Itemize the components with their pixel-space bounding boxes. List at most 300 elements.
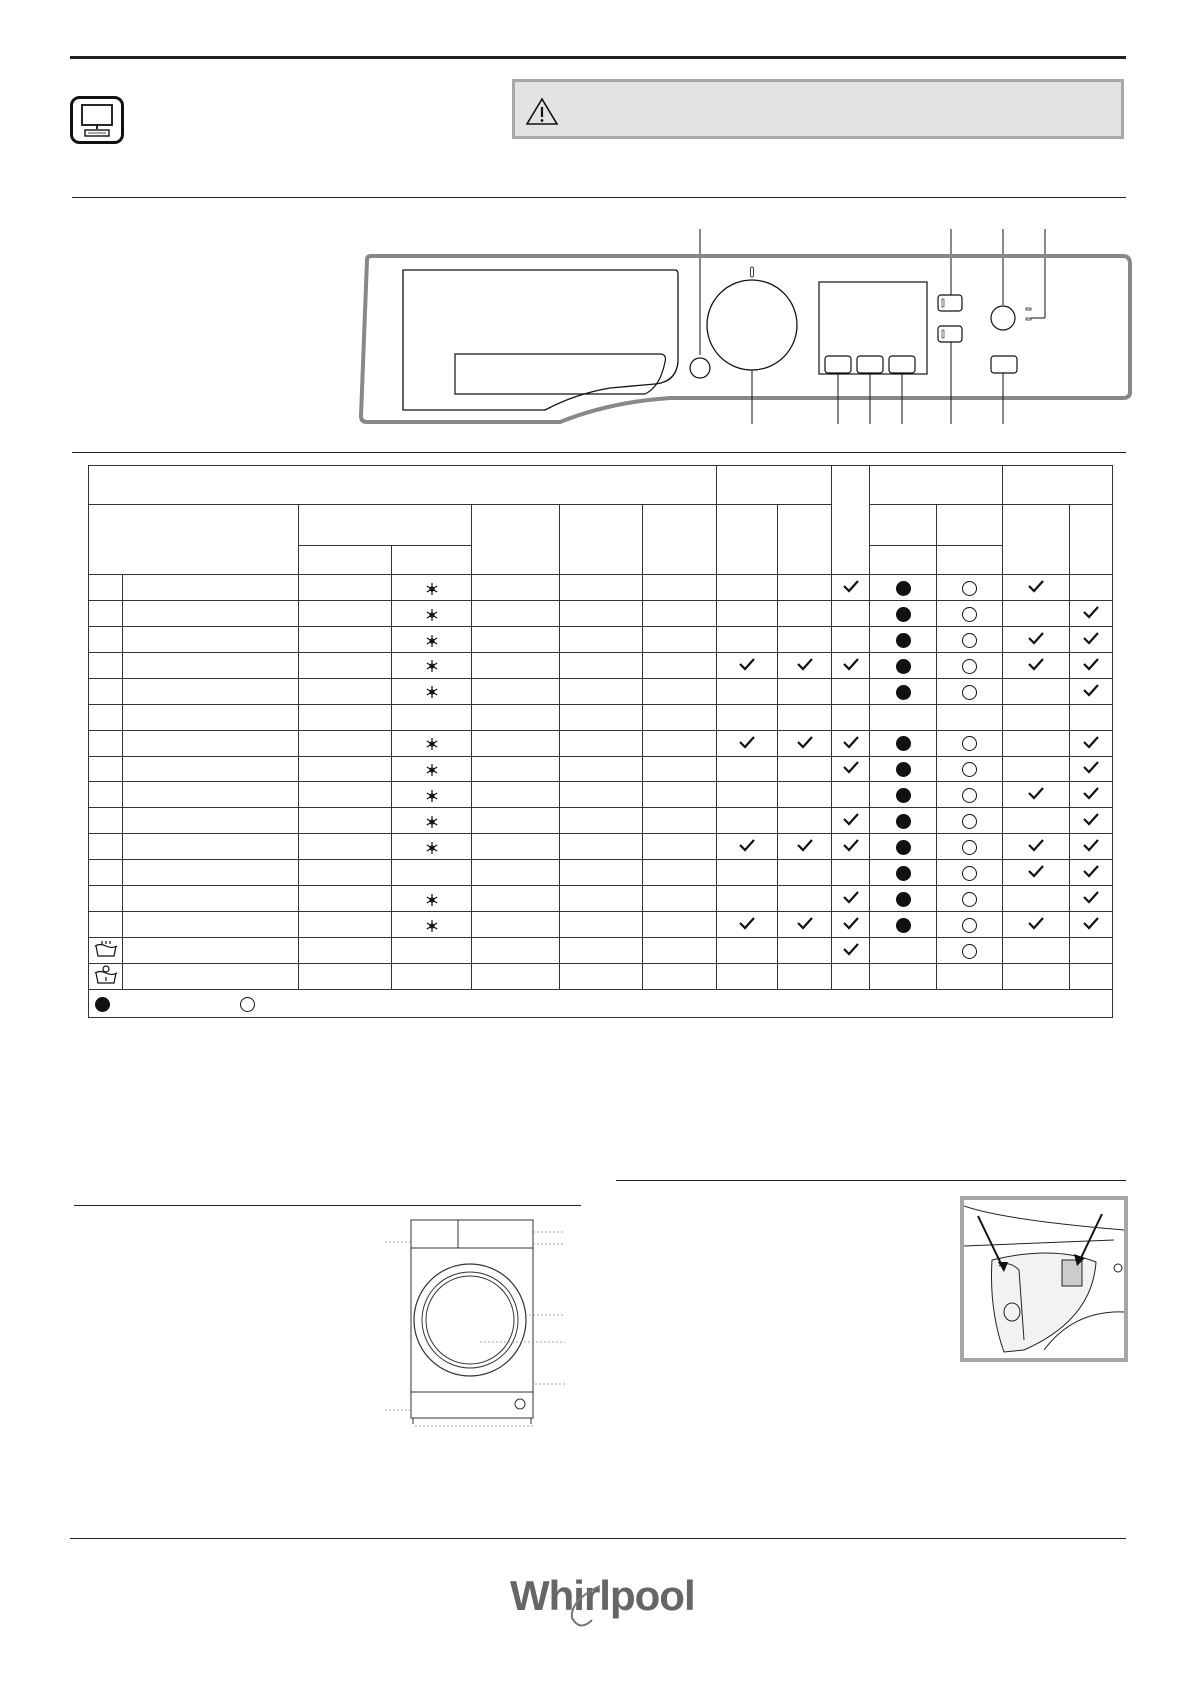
table-cell xyxy=(392,704,472,730)
table-row xyxy=(89,575,1113,601)
table-cell xyxy=(472,626,560,652)
check-icon xyxy=(842,580,860,596)
table-cell xyxy=(778,601,832,627)
table-cell xyxy=(123,575,299,601)
table-cell xyxy=(643,626,717,652)
table-cell xyxy=(937,886,1003,912)
check-icon xyxy=(842,658,860,674)
table-cell xyxy=(1070,704,1113,730)
table-cell xyxy=(123,860,299,886)
table-cell xyxy=(560,937,643,963)
table-cell xyxy=(717,652,778,678)
table-row xyxy=(89,808,1113,834)
table-cell xyxy=(870,782,937,808)
table-cell xyxy=(1070,912,1113,938)
table-cell xyxy=(717,730,778,756)
cold-wash-icon xyxy=(425,787,439,803)
table-cell xyxy=(472,886,560,912)
table-cell xyxy=(643,652,717,678)
check-icon xyxy=(842,943,860,959)
table-cell xyxy=(89,704,123,730)
table-cell xyxy=(717,963,778,989)
table-row xyxy=(89,678,1113,704)
table-cell xyxy=(832,601,870,627)
table-cell xyxy=(832,575,870,601)
table-header-cell xyxy=(1070,504,1113,574)
program-table-body xyxy=(89,466,1113,1018)
table-cell xyxy=(472,937,560,963)
table-cell xyxy=(643,860,717,886)
table-cell xyxy=(870,601,937,627)
table-cell xyxy=(832,808,870,834)
table-cell xyxy=(937,912,1003,938)
table-cell xyxy=(778,834,832,860)
table-header-cell xyxy=(89,504,299,574)
table-cell xyxy=(937,704,1003,730)
check-icon xyxy=(1027,865,1045,881)
table-cell xyxy=(560,704,643,730)
check-icon xyxy=(1027,917,1045,933)
table-cell xyxy=(89,963,123,989)
table-cell xyxy=(472,912,560,938)
table-cell xyxy=(299,834,392,860)
table-cell xyxy=(832,834,870,860)
table-cell xyxy=(392,782,472,808)
table-cell xyxy=(832,652,870,678)
table-cell xyxy=(89,626,123,652)
table-cell xyxy=(778,912,832,938)
cold-wash-icon xyxy=(425,916,439,932)
table-cell xyxy=(472,808,560,834)
table-cell xyxy=(643,678,717,704)
table-cell xyxy=(937,601,1003,627)
cold-wash-icon xyxy=(425,631,439,647)
table-cell xyxy=(560,886,643,912)
filled-dot-icon xyxy=(896,788,911,803)
cold-wash-icon xyxy=(425,683,439,699)
check-icon xyxy=(1027,580,1045,596)
table-cell xyxy=(89,808,123,834)
top-rule xyxy=(70,56,1126,59)
table-cell xyxy=(123,652,299,678)
check-icon xyxy=(1027,787,1045,803)
table-cell xyxy=(299,808,392,834)
section-rule-1 xyxy=(72,197,1126,198)
table-cell xyxy=(123,808,299,834)
table-cell xyxy=(937,782,1003,808)
check-icon xyxy=(1082,736,1100,752)
table-cell xyxy=(299,652,392,678)
table-cell xyxy=(717,782,778,808)
check-icon xyxy=(1082,813,1100,829)
empty-dot-icon xyxy=(962,736,977,751)
empty-dot-icon xyxy=(962,762,977,777)
table-cell xyxy=(870,626,937,652)
table-cell xyxy=(1003,756,1070,782)
check-icon xyxy=(1082,632,1100,648)
table-cell xyxy=(299,704,392,730)
table-cell xyxy=(937,808,1003,834)
table-cell xyxy=(560,834,643,860)
table-cell xyxy=(870,575,937,601)
check-icon xyxy=(842,917,860,933)
section-rule-4 xyxy=(616,1180,1126,1181)
table-cell xyxy=(937,860,1003,886)
table-cell xyxy=(870,886,937,912)
table-cell xyxy=(299,963,392,989)
check-icon xyxy=(1082,891,1100,907)
empty-dot-icon xyxy=(962,581,977,596)
check-icon xyxy=(1082,761,1100,777)
table-cell xyxy=(937,678,1003,704)
table-cell xyxy=(778,860,832,886)
table-cell xyxy=(89,782,123,808)
table-cell xyxy=(1003,860,1070,886)
warning-triangle-icon xyxy=(525,96,559,126)
table-cell xyxy=(472,704,560,730)
filled-dot-icon xyxy=(896,866,911,881)
check-icon xyxy=(1027,839,1045,855)
table-cell xyxy=(560,808,643,834)
table-cell xyxy=(1003,782,1070,808)
table-cell xyxy=(1070,937,1113,963)
table-cell xyxy=(778,704,832,730)
table-cell xyxy=(1003,730,1070,756)
table-cell xyxy=(123,886,299,912)
table-cell xyxy=(299,756,392,782)
table-header-cell xyxy=(1003,466,1113,505)
table-row xyxy=(89,886,1113,912)
table-cell xyxy=(778,756,832,782)
table-cell xyxy=(778,937,832,963)
table-cell xyxy=(1003,963,1070,989)
table-cell xyxy=(1070,652,1113,678)
table-cell xyxy=(937,652,1003,678)
empty-dot-icon xyxy=(962,659,977,674)
table-header-cell xyxy=(299,504,472,545)
table-cell xyxy=(643,704,717,730)
table-header-row-2 xyxy=(89,504,1113,545)
table-cell xyxy=(832,912,870,938)
table-header-cell xyxy=(937,504,1003,545)
whirlpool-logo xyxy=(500,1560,700,1632)
filled-dot-icon xyxy=(896,814,911,829)
table-cell xyxy=(778,652,832,678)
table-cell xyxy=(832,730,870,756)
table-cell xyxy=(832,937,870,963)
table-cell xyxy=(1070,834,1113,860)
table-cell xyxy=(717,704,778,730)
legend-cell xyxy=(89,989,1113,1017)
table-cell xyxy=(1070,626,1113,652)
table-cell xyxy=(472,601,560,627)
table-cell xyxy=(1003,834,1070,860)
table-cell xyxy=(832,626,870,652)
table-cell xyxy=(560,912,643,938)
table-cell xyxy=(717,834,778,860)
filled-dot-icon xyxy=(896,633,911,648)
table-cell xyxy=(717,756,778,782)
table-row xyxy=(89,912,1113,938)
check-icon xyxy=(842,813,860,829)
table-header-cell xyxy=(643,504,717,574)
check-icon xyxy=(796,839,814,855)
table-cell xyxy=(89,834,123,860)
check-icon xyxy=(738,658,756,674)
table-cell xyxy=(123,626,299,652)
filled-dot-icon xyxy=(896,607,911,622)
table-cell xyxy=(643,963,717,989)
table-cell xyxy=(643,575,717,601)
table-cell xyxy=(717,860,778,886)
table-cell xyxy=(870,678,937,704)
svg-text:Whirlpool: Whirlpool xyxy=(510,1572,695,1619)
check-icon xyxy=(842,736,860,752)
table-cell xyxy=(123,782,299,808)
table-cell xyxy=(392,808,472,834)
table-cell xyxy=(560,782,643,808)
table-cell xyxy=(1003,626,1070,652)
table-cell xyxy=(643,730,717,756)
table-header-cell xyxy=(560,504,643,574)
table-cell xyxy=(392,834,472,860)
table-cell xyxy=(299,860,392,886)
check-icon xyxy=(1027,658,1045,674)
check-icon xyxy=(842,839,860,855)
table-cell xyxy=(778,808,832,834)
check-icon xyxy=(1082,787,1100,803)
table-header-cell xyxy=(870,504,937,545)
table-cell xyxy=(1070,678,1113,704)
table-header-cell xyxy=(299,545,392,574)
table-cell xyxy=(870,963,937,989)
cold-wash-icon xyxy=(425,890,439,906)
table-cell xyxy=(472,860,560,886)
check-icon xyxy=(1082,684,1100,700)
detergent-drawer-photo xyxy=(960,1196,1128,1362)
table-cell xyxy=(89,575,123,601)
table-row xyxy=(89,652,1113,678)
table-cell xyxy=(560,626,643,652)
empty-dot-icon xyxy=(962,918,977,933)
washer-front-diagram xyxy=(385,1212,575,1432)
table-cell xyxy=(1003,912,1070,938)
table-cell xyxy=(299,912,392,938)
filled-dot-icon xyxy=(896,892,911,907)
table-cell xyxy=(832,860,870,886)
table-cell xyxy=(937,575,1003,601)
table-header-cell xyxy=(870,545,937,574)
table-cell xyxy=(1003,678,1070,704)
table-cell xyxy=(89,652,123,678)
check-icon xyxy=(796,736,814,752)
filled-dot-icon xyxy=(896,581,911,596)
table-cell xyxy=(392,652,472,678)
table-cell xyxy=(472,782,560,808)
table-cell xyxy=(89,756,123,782)
table-cell xyxy=(89,730,123,756)
table-cell xyxy=(1070,963,1113,989)
empty-dot-icon xyxy=(962,685,977,700)
table-cell xyxy=(123,912,299,938)
check-icon xyxy=(796,658,814,674)
table-cell xyxy=(937,963,1003,989)
table-cell xyxy=(392,937,472,963)
table-cell xyxy=(560,860,643,886)
table-cell xyxy=(472,963,560,989)
empty-dot-icon xyxy=(962,788,977,803)
table-header-row-1 xyxy=(89,466,1113,505)
check-icon xyxy=(738,917,756,933)
table-header-cell xyxy=(392,545,472,574)
table-cell xyxy=(832,756,870,782)
check-icon xyxy=(738,839,756,855)
table-cell xyxy=(832,782,870,808)
cold-wash-icon xyxy=(425,605,439,621)
table-cell xyxy=(717,912,778,938)
table-cell xyxy=(89,937,123,963)
table-cell xyxy=(1070,575,1113,601)
table-cell xyxy=(472,575,560,601)
table-cell xyxy=(1003,808,1070,834)
table-cell xyxy=(870,834,937,860)
check-icon xyxy=(796,917,814,933)
table-cell xyxy=(717,601,778,627)
table-cell xyxy=(1070,860,1113,886)
table-cell xyxy=(123,834,299,860)
table-row xyxy=(89,782,1113,808)
table-cell xyxy=(299,782,392,808)
table-cell xyxy=(778,730,832,756)
table-cell xyxy=(643,937,717,963)
check-icon xyxy=(1082,917,1100,933)
table-cell xyxy=(870,808,937,834)
table-cell xyxy=(870,860,937,886)
section-rule-2 xyxy=(72,452,1126,453)
table-cell xyxy=(392,912,472,938)
check-icon xyxy=(842,761,860,777)
table-cell xyxy=(472,678,560,704)
cold-wash-icon xyxy=(425,657,439,673)
table-row xyxy=(89,704,1113,730)
table-cell xyxy=(870,652,937,678)
cold-wash-icon xyxy=(425,579,439,595)
table-cell xyxy=(472,652,560,678)
footer-rule xyxy=(70,1538,1126,1539)
table-cell xyxy=(717,937,778,963)
table-cell xyxy=(1070,601,1113,627)
table-cell xyxy=(560,756,643,782)
table-cell xyxy=(392,730,472,756)
table-cell xyxy=(717,626,778,652)
empty-dot-icon xyxy=(962,840,977,855)
filled-dot-icon xyxy=(896,736,911,751)
empty-dot-icon xyxy=(962,892,977,907)
table-cell xyxy=(832,886,870,912)
table-cell xyxy=(832,678,870,704)
table-cell xyxy=(392,678,472,704)
table-cell xyxy=(1003,601,1070,627)
rinse-icon xyxy=(93,945,119,961)
warning-box xyxy=(512,79,1124,139)
check-icon xyxy=(1082,839,1100,855)
table-header-cell xyxy=(937,545,1003,574)
cold-wash-icon xyxy=(425,761,439,777)
table-cell xyxy=(392,601,472,627)
monitor-icon xyxy=(70,96,124,144)
table-cell xyxy=(89,912,123,938)
filled-dot-icon xyxy=(95,997,110,1012)
table-cell xyxy=(870,937,937,963)
table-row xyxy=(89,834,1113,860)
program-table xyxy=(88,465,1113,1018)
table-cell xyxy=(560,963,643,989)
table-cell xyxy=(299,575,392,601)
table-cell xyxy=(299,937,392,963)
table-cell xyxy=(392,963,472,989)
table-cell xyxy=(392,886,472,912)
check-icon xyxy=(1027,632,1045,648)
table-cell xyxy=(299,886,392,912)
table-cell xyxy=(472,730,560,756)
table-cell xyxy=(1070,886,1113,912)
table-cell xyxy=(299,730,392,756)
table-header-cell xyxy=(870,466,1003,505)
table-cell xyxy=(717,575,778,601)
cold-wash-icon xyxy=(425,839,439,855)
table-cell xyxy=(1003,886,1070,912)
table-cell xyxy=(778,575,832,601)
table-header-cell xyxy=(1003,504,1070,574)
table-cell xyxy=(472,756,560,782)
table-cell xyxy=(1070,808,1113,834)
cold-wash-icon xyxy=(425,813,439,829)
filled-dot-icon xyxy=(896,762,911,777)
table-cell xyxy=(937,756,1003,782)
table-cell xyxy=(89,860,123,886)
table-cell xyxy=(778,963,832,989)
table-cell xyxy=(643,886,717,912)
table-cell xyxy=(123,756,299,782)
table-row xyxy=(89,937,1113,963)
table-row xyxy=(89,626,1113,652)
empty-dot-icon xyxy=(962,866,977,881)
table-cell xyxy=(1070,782,1113,808)
table-cell xyxy=(643,601,717,627)
table-cell xyxy=(123,963,299,989)
table-cell xyxy=(299,678,392,704)
table-cell xyxy=(778,626,832,652)
table-header-cell xyxy=(472,504,560,574)
check-icon xyxy=(738,736,756,752)
table-cell xyxy=(643,808,717,834)
table-cell xyxy=(870,756,937,782)
table-cell xyxy=(937,730,1003,756)
table-cell xyxy=(472,834,560,860)
table-cell xyxy=(717,678,778,704)
table-row xyxy=(89,963,1113,989)
table-cell xyxy=(778,678,832,704)
check-icon xyxy=(1082,865,1100,881)
filled-dot-icon xyxy=(896,918,911,933)
table-cell xyxy=(299,601,392,627)
empty-dot-icon xyxy=(962,607,977,622)
table-cell xyxy=(392,575,472,601)
control-panel-diagram xyxy=(355,222,1135,436)
table-row xyxy=(89,730,1113,756)
table-cell xyxy=(123,937,299,963)
table-row xyxy=(89,756,1113,782)
